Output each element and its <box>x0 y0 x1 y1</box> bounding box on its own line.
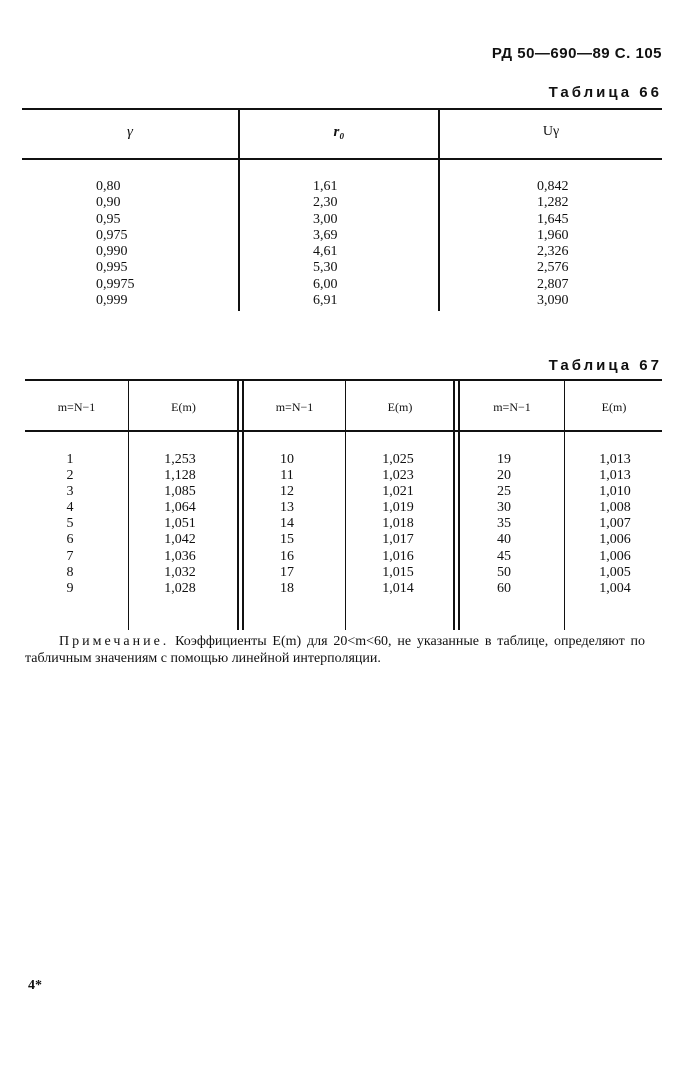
table-cell: 17 <box>280 564 294 580</box>
table-cell: 1,645 <box>537 211 569 227</box>
table67-divider-3 <box>345 380 346 630</box>
table-cell: 1,013 <box>599 468 631 484</box>
table-cell: 18 <box>280 580 294 596</box>
table-cell: 3,69 <box>313 227 338 243</box>
table-cell: 2,576 <box>537 260 569 276</box>
table67-header-e-2: E(m) <box>387 400 413 414</box>
table66-header-gamma: γ <box>127 124 133 140</box>
table66-header-u: Uγ <box>542 124 560 139</box>
table67-column-e-1 <box>150 452 210 597</box>
table-cell: 45 <box>497 548 511 564</box>
table-cell: 5 <box>66 516 74 532</box>
table-cell: 1,282 <box>537 195 569 211</box>
table-cell: 50 <box>497 564 511 580</box>
table-cell: 9 <box>66 580 74 596</box>
table-cell: 1,051 <box>164 516 196 532</box>
table-cell: 12 <box>280 484 294 500</box>
table-cell: 40 <box>497 532 511 548</box>
table-cell: 1,253 <box>164 452 196 467</box>
table-cell: 1,021 <box>382 484 414 500</box>
table-cell: 1,007 <box>599 516 631 532</box>
table67-header-rule <box>25 430 662 432</box>
table67-divider-2b <box>242 380 244 630</box>
table-cell: 14 <box>280 516 294 532</box>
note-label: Примечание. <box>59 634 170 649</box>
table-cell: 1,010 <box>599 484 631 500</box>
table67-top-rule <box>25 379 662 381</box>
table-cell: 3,090 <box>537 293 569 309</box>
table-cell: 1,016 <box>382 548 414 564</box>
table66-header-r0: r₀ <box>333 124 345 140</box>
table67-column-m-1 <box>55 452 85 597</box>
table66-caption: Таблица 66 <box>548 84 662 101</box>
table-cell: 1,017 <box>382 532 414 548</box>
table-cell: 60 <box>497 580 511 596</box>
table67-column-m-2 <box>269 452 305 597</box>
table67-divider-4a <box>453 380 455 630</box>
table-cell: 3 <box>66 484 74 500</box>
table-note <box>25 633 645 667</box>
page-header: РД 50—690—89 С. 105 <box>491 45 662 62</box>
table-cell: 2,807 <box>537 276 569 292</box>
table66-column-gamma <box>96 179 135 309</box>
table-cell: 4,61 <box>313 244 338 260</box>
table-cell: 1,006 <box>599 532 631 548</box>
table-cell: 5,30 <box>313 260 338 276</box>
table67-divider-4b <box>458 380 460 630</box>
table-cell: 1,128 <box>164 468 196 484</box>
table-cell: 1,085 <box>164 484 196 500</box>
table66-top-rule <box>22 108 662 110</box>
table66-column-r0 <box>313 179 338 309</box>
page-signature-mark: 4* <box>28 978 42 993</box>
table-cell: 16 <box>280 548 294 564</box>
table67-column-e-2 <box>368 452 428 597</box>
table-cell: 4 <box>66 500 74 516</box>
table-cell: 2,326 <box>537 244 569 260</box>
table-cell: 15 <box>280 532 294 548</box>
table67-header-m-2: m=N−1 <box>275 400 314 414</box>
table67-header-e-1: E(m) <box>171 400 196 414</box>
table-cell: 19 <box>497 452 511 467</box>
table-cell: 1,61 <box>313 179 338 194</box>
table-cell: 1,028 <box>164 580 196 596</box>
table-cell: 6 <box>66 532 74 548</box>
table-cell: 20 <box>497 468 511 484</box>
table-cell: 1,036 <box>164 548 196 564</box>
table-cell: 0,842 <box>537 179 569 194</box>
table-cell: 0,995 <box>96 260 128 276</box>
table-cell: 7 <box>66 548 74 564</box>
table-cell: 1,013 <box>599 452 631 467</box>
table67-header-e-3: E(m) <box>601 400 627 414</box>
table66-column-u <box>537 179 569 309</box>
table-cell: 1,015 <box>382 564 414 580</box>
table-cell: 1,032 <box>164 564 196 580</box>
table66-header-rule <box>22 158 662 160</box>
table67-column-m-3 <box>486 452 522 597</box>
table-cell: 1,004 <box>599 580 631 596</box>
table-cell: 1,960 <box>537 227 569 243</box>
table-cell: 1,018 <box>382 516 414 532</box>
table-cell: 0,80 <box>96 179 121 194</box>
table-cell: 1,006 <box>599 548 631 564</box>
table-cell: 1,042 <box>164 532 196 548</box>
table-cell: 0,95 <box>96 211 121 227</box>
table67-caption: Таблица 67 <box>548 357 662 374</box>
table-cell: 1,064 <box>164 500 196 516</box>
table-cell: 11 <box>280 468 294 484</box>
table67-divider-5 <box>564 380 565 630</box>
table-cell: 0,9975 <box>96 276 135 292</box>
table-cell: 0,90 <box>96 195 121 211</box>
table-cell: 6,91 <box>313 293 338 309</box>
table-cell: 25 <box>497 484 511 500</box>
table-cell: 0,975 <box>96 227 128 243</box>
table-cell: 10 <box>280 452 294 467</box>
table67-header-m-3: m=N−1 <box>493 400 531 414</box>
table67-divider-2a <box>237 380 239 630</box>
table67-column-e-3 <box>585 452 645 597</box>
table-cell: 2,30 <box>313 195 338 211</box>
table-cell: 3,00 <box>313 211 338 227</box>
table-cell: 1,019 <box>382 500 414 516</box>
table-cell: 1,008 <box>599 500 631 516</box>
table-cell: 8 <box>66 564 74 580</box>
table-cell: 0,999 <box>96 293 128 309</box>
table-cell: 2 <box>66 468 74 484</box>
table67-header-m-1: m=N−1 <box>57 400 96 414</box>
table-cell: 1,005 <box>599 564 631 580</box>
table-cell: 1,014 <box>382 580 414 596</box>
table-cell: 30 <box>497 500 511 516</box>
table-cell: 1,025 <box>382 452 414 467</box>
table-cell: 35 <box>497 516 511 532</box>
table-cell: 1 <box>66 452 74 467</box>
table-cell: 13 <box>280 500 294 516</box>
table-cell: 6,00 <box>313 276 338 292</box>
table-cell: 1,023 <box>382 468 414 484</box>
table67-divider-1 <box>128 380 129 630</box>
table-cell: 0,990 <box>96 244 128 260</box>
note-text: Коэффициенты E(m) для 20<m<60, не указанные в таблице, определяют по табличным значениям с помощью линейной интерполяции. <box>25 634 645 666</box>
